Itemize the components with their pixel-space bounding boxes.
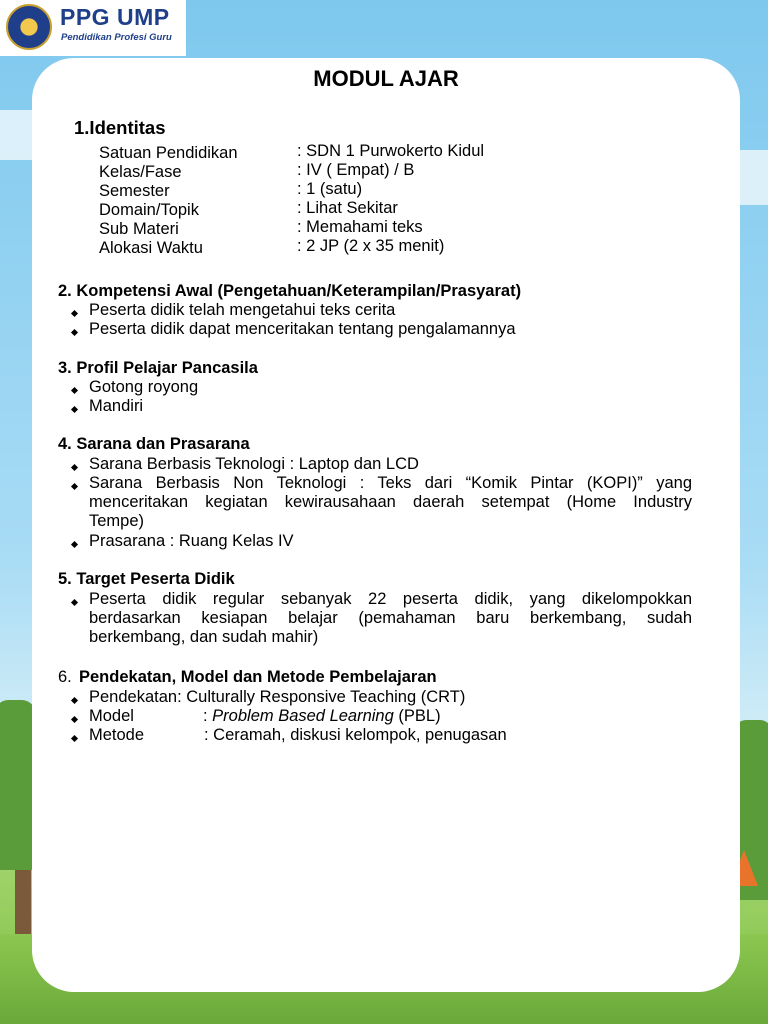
page-title: MODUL AJAR <box>313 66 459 91</box>
identity-value: : Lihat Sekitar <box>297 199 398 217</box>
section-kompetensi-heading: 2. Kompetensi Awal (Pengetahuan/Keterampilan/Prasyarat) <box>58 282 522 300</box>
identity-label: Satuan Pendidikan <box>99 144 238 162</box>
bullet-icon <box>71 406 78 413</box>
metode-value: : Ceramah, diskusi kelompok, penugasan <box>204 726 507 744</box>
model-value <box>203 707 441 726</box>
list-item: Peserta didik dapat menceritakan tentang pengalamannya <box>89 320 516 338</box>
list-item-line: Sarana Berbasis Non Teknologi : Teks dari “Komik Pintar (KOPI)” yang <box>89 474 692 492</box>
section-identitas-heading: 1.Identitas <box>74 117 166 138</box>
list-item: Gotong royong <box>89 378 199 396</box>
list-item: Peserta didik telah mengetahui teks cerita <box>89 301 396 319</box>
identity-label: Semester <box>99 182 170 200</box>
university-seal-icon <box>6 4 52 50</box>
identity-label: Kelas/Fase <box>99 163 182 181</box>
identity-value: : 2 JP (2 x 35 menit) <box>297 237 445 255</box>
identity-label: Domain/Topik <box>99 201 199 219</box>
list-item: Mandiri <box>89 397 144 415</box>
identity-value: : SDN 1 Purwokerto Kidul <box>297 142 485 160</box>
bullet-icon <box>71 310 78 317</box>
list-item-line: menceritakan kegiatan kewirausahaan daerah setempat (Home Industry <box>89 493 692 511</box>
section-pendekatan-heading: Pendekatan, Model dan Metode Pembelajaran <box>79 668 437 686</box>
section-target-heading: 5. Target Peserta Didik <box>58 570 235 588</box>
model-separator: : <box>203 707 213 725</box>
identity-value: : 1 (satu) <box>297 180 363 198</box>
metode-label: Metode <box>89 726 145 744</box>
list-item-line: Peserta didik regular sebanyak 22 peserta didik, yang dikelompokkan <box>89 590 692 608</box>
bullet-icon <box>71 697 78 704</box>
section-pendekatan-number: 6. <box>58 668 72 686</box>
bullet-icon <box>71 541 78 548</box>
identity-label: Alokasi Waktu <box>99 239 203 257</box>
bullet-icon <box>71 329 78 336</box>
list-item: Sarana Berbasis Teknologi : Laptop dan LCD <box>89 455 419 473</box>
identity-value: : Memahami teks <box>297 218 423 236</box>
bullet-icon <box>71 735 78 742</box>
section-profil-heading: 3. Profil Pelajar Pancasila <box>58 359 258 377</box>
list-item-line: berkembang, dan sudah mahir) <box>89 628 319 646</box>
model-abbreviation: (PBL) <box>393 707 441 725</box>
logo-title: PPG UMP <box>60 4 170 30</box>
logo-banner <box>0 0 186 56</box>
list-item-line: Tempe) <box>89 512 145 530</box>
list-item: Prasarana : Ruang Kelas IV <box>89 532 294 550</box>
model-name: Problem Based Learning <box>212 707 394 725</box>
bullet-icon <box>71 716 78 723</box>
section-sarana-heading: 4. Sarana dan Prasarana <box>58 435 250 453</box>
bullet-icon <box>71 483 78 490</box>
list-item: Pendekatan: Culturally Responsive Teaching (CRT) <box>89 688 466 706</box>
model-label: Model <box>89 707 134 725</box>
bullet-icon <box>71 464 78 471</box>
logo-subtitle: Pendidikan Profesi Guru <box>61 32 172 43</box>
list-item-line: berdasarkan kesiapan belajar (pemahaman baru berkembang, sudah <box>89 609 692 627</box>
content-card <box>32 58 740 992</box>
identity-value: : IV ( Empat) / B <box>297 161 415 179</box>
bullet-icon <box>71 599 78 606</box>
bullet-icon <box>71 387 78 394</box>
identity-label: Sub Materi <box>99 220 179 238</box>
